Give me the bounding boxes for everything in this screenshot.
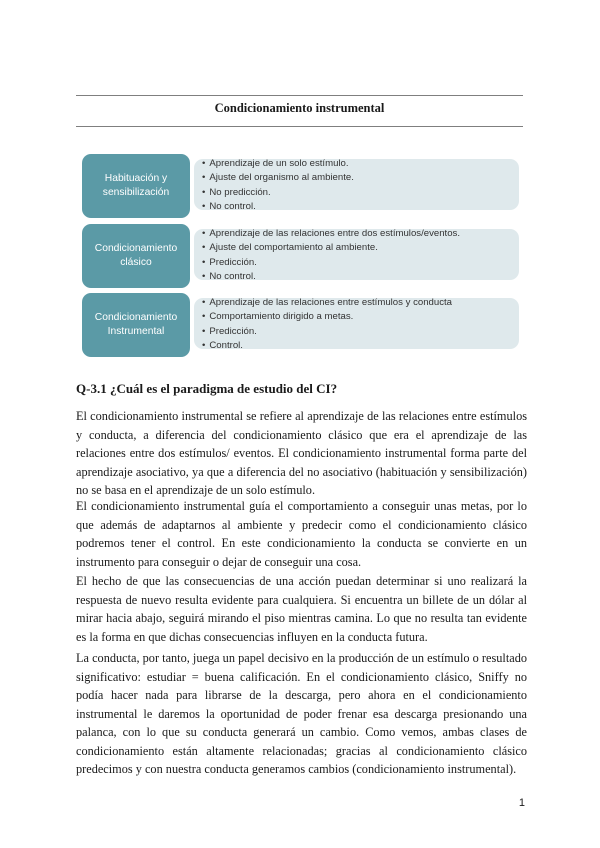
diagram-panel-clasico [194, 229, 519, 280]
paragraph: La conducta, por tanto, juega un papel decisivo en la producción de un estímulo o resultado significativo: estudiar = buena calificación. En el condicionamiento clásico, Sniffy no podía hacer nada para librarse de la descarga, pero ahora en el condicionamiento instrumental le daremos la oportunidad de poder frenar esa descarga presionando una palanca, con lo que su conducta generará un cambio. Como vemos, ambas clases de condicionamiento están altamente relacionadas; gracias al condicionamiento clásico predecimos y con nuestra conducta generamos cambios (condicionamiento instrumental). [76, 651, 527, 776]
diagram-item: • No control. [202, 270, 460, 284]
document-title: Condicionamiento instrumental [214, 101, 385, 115]
diagram-label-instrumental: Condicionamiento Instrumental [82, 293, 190, 357]
diagram-panel-habituacion [194, 159, 519, 210]
diagram-row-instrumental [82, 293, 519, 357]
paragraph: El condicionamiento instrumental se refiere al aprendizaje de las relaciones entre estímulos y conducta, a diferencia del condicionamiento clásico que era el aprendizaje de las relaciones entre dos estímulos/ eventos. El condicionamiento instrumental forma parte del aprendizaje asociativo, ya que a diferencia del no asociativo (habituación y sensibilización) no se basa en el aprendizaje de un solo estímulo. [76, 409, 527, 497]
section-heading: Q-3.1 ¿Cuál es el paradigma de estudio del CI? [76, 381, 338, 396]
diagram-label-clasico: Condicionamiento clásico [82, 224, 190, 288]
diagram-item: • Ajuste del comportamiento al ambiente. [202, 241, 460, 255]
diagram-item: • Aprendizaje de un solo estímulo. [202, 157, 354, 171]
paragraph: El condicionamiento instrumental guía el comportamiento a conseguir unas metas, por lo que además de adaptarnos al ambiente y predecir como el condicionamiento clásico podremos tener el control. En este condicionamiento la conducta se convierte en un instrumento para conseguir o dejar de conseguir una cosa. [76, 499, 527, 569]
diagram-item: • Predicción. [202, 325, 452, 339]
diagram-item: • Predicción. [202, 256, 460, 270]
diagram-item: • Comportamiento dirigido a metas. [202, 310, 452, 324]
diagram-item: • Control. [202, 339, 452, 353]
diagram-label-habituacion: Habituación y sensibilización [82, 154, 190, 218]
header-top-rule [76, 95, 523, 96]
diagram-item: • Ajuste del organismo al ambiente. [202, 171, 354, 185]
header-bottom-rule [76, 126, 523, 127]
diagram-item: • No predicción. [202, 186, 354, 200]
diagram-item: • No control. [202, 200, 354, 214]
diagram-row-clasico [82, 224, 519, 288]
diagram-item: • Aprendizaje de las relaciones entre dos estímulos/eventos. [202, 227, 460, 241]
diagram-panel-instrumental [194, 298, 519, 349]
page-number: 1 [518, 797, 525, 809]
paragraph: El hecho de que las consecuencias de una acción puedan determinar si uno realizará la respuesta de nuevo resulta evidente para cualquiera. Si encuentra un billete de un dólar al mirar hacia abajo, seguirá mirando el piso mientras camina. Lo que no resulta tan evidente es la forma en que dichas consecuencias influyen en la conducta futura. [76, 574, 527, 644]
diagram-item: • Aprendizaje de las relaciones entre estímulos y conducta [202, 296, 452, 310]
diagram-row-habituacion [82, 154, 519, 218]
